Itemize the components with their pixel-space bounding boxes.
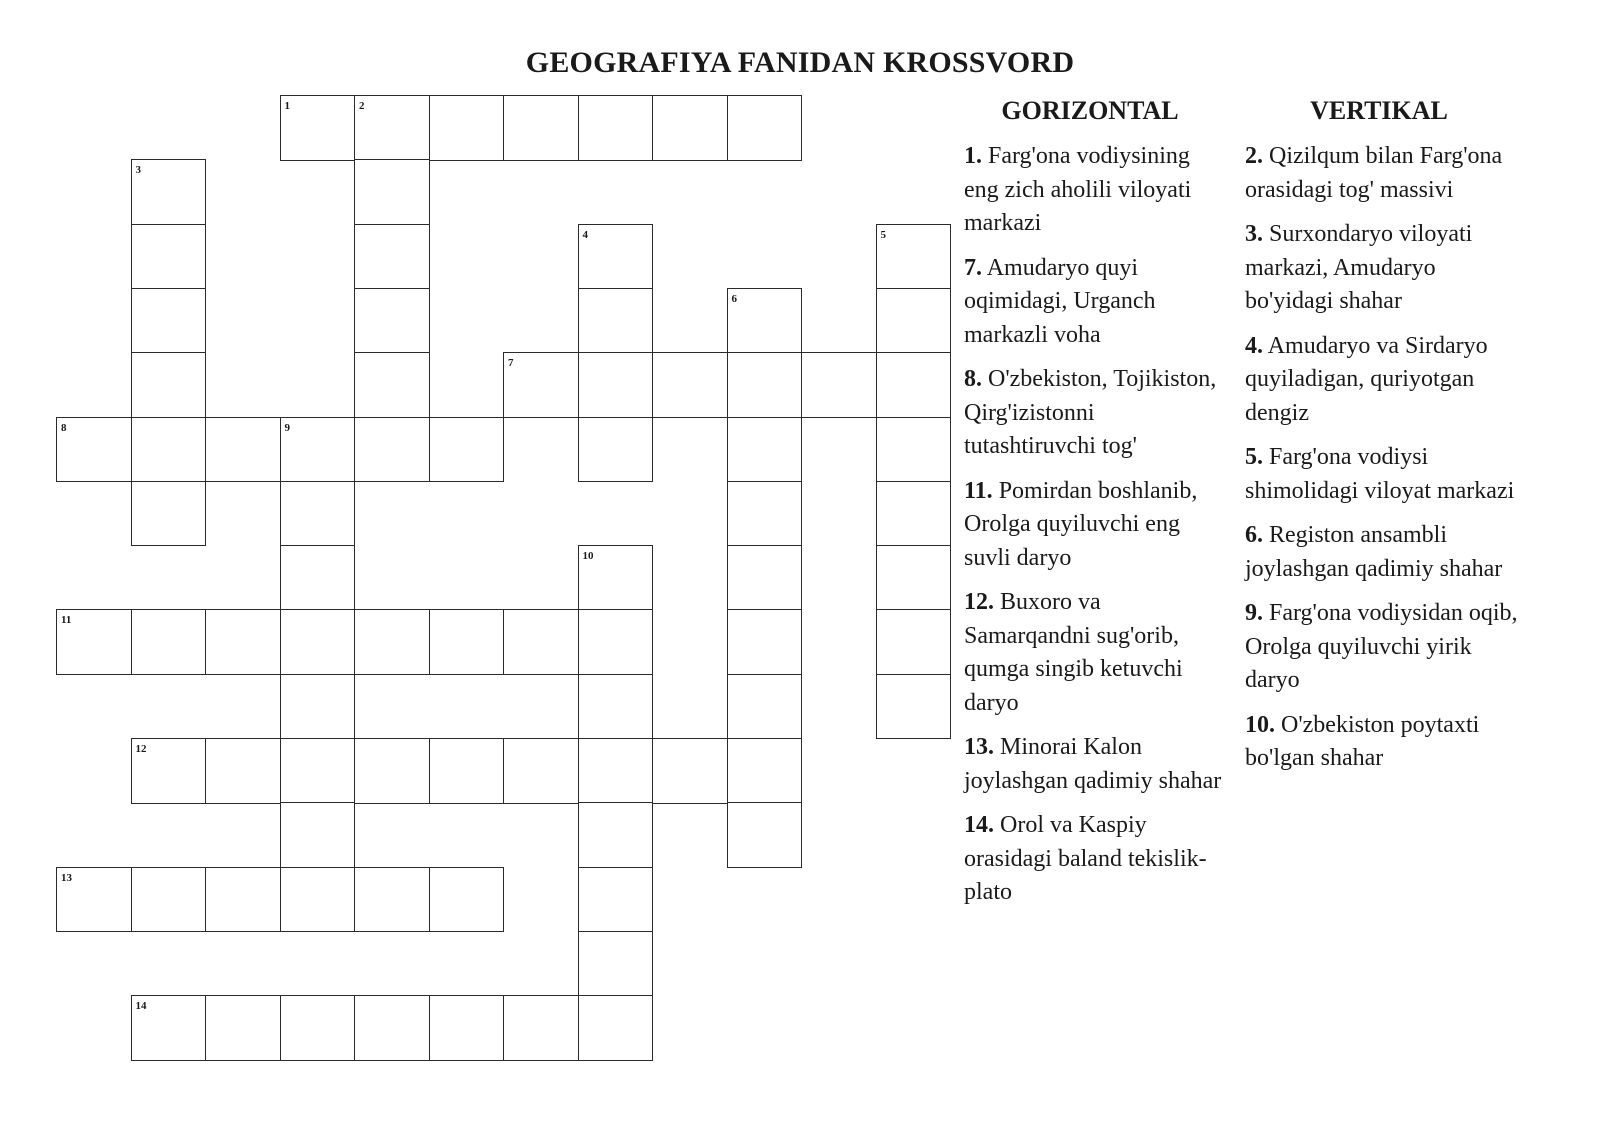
grid-cell[interactable] [131,995,207,1061]
grid-cell[interactable] [354,224,430,290]
grid-cell[interactable] [131,609,207,675]
grid-cell[interactable] [727,95,803,161]
grid-cell[interactable] [429,867,505,933]
clue-number: 12 [135,743,147,755]
grid-cell[interactable] [727,545,803,611]
clue-number: 1 [284,100,290,112]
grid-cell[interactable] [727,481,803,547]
clue-down-3: 3. Surxondaryo viloyati markazi, Amudaryo bo'yidagi shahar [1245,221,1473,314]
clue-across-1: 1. Farg'ona vodiysining eng zich aholili viloyati markazi [964,143,1192,236]
grid-cell[interactable] [578,95,654,161]
clue-down-5: 5. Farg'ona vodiysi shimolidagi viloyat markazi [1245,444,1515,504]
clue-down-9: 9. Farg'ona vodiysidan oqib, Orolga quyiluvchi yirik daryo [1245,600,1518,693]
grid-cell[interactable] [354,288,430,354]
clue-across-13: 13. Minorai Kalon joylashgan qadimiy shahar [964,734,1222,794]
grid-cell[interactable] [503,352,579,418]
grid-cell[interactable] [131,481,207,547]
grid-cell[interactable] [354,95,430,161]
clue-across-14: 14. Orol va Kaspiy orasidagi baland tekislik-plato [964,812,1207,905]
grid-cell[interactable] [578,609,654,675]
grid-cell[interactable] [354,352,430,418]
grid-cell[interactable] [578,674,654,740]
clue-number: 8 [61,421,67,434]
clue-number: 9 [284,421,290,434]
clue-number: 11 [61,614,72,627]
grid-cell[interactable] [652,95,728,161]
clue-number: 5 [880,228,886,241]
clue-number: 3 [135,164,141,177]
clue-across-8: 8. O'zbekiston, Tojikiston, Qirg'izistonni tutashtiruvchi tog' [964,366,1217,459]
grid-cell[interactable] [652,738,728,804]
grid-cell[interactable] [876,417,952,483]
grid-cell[interactable] [727,352,803,418]
grid-cell[interactable] [727,674,803,740]
grid-cell[interactable] [578,417,654,483]
grid-cell[interactable] [280,802,356,868]
grid-cell[interactable] [280,481,356,547]
grid-cell[interactable] [205,867,281,933]
grid-cell[interactable] [876,674,952,740]
grid-cell[interactable] [354,159,430,225]
grid-cell[interactable] [578,802,654,868]
grid-cell[interactable] [131,224,207,290]
grid-cell[interactable] [429,609,505,675]
grid-cell[interactable] [354,995,430,1061]
grid-cell[interactable] [727,609,803,675]
clue-across-7: 7. Amudaryo quyi oqimidagi, Urganch markazli voha [964,254,1156,348]
grid-cell[interactable] [429,95,505,161]
grid-cell[interactable] [205,609,281,675]
grid-cell[interactable] [727,738,803,804]
grid-cell[interactable] [876,224,952,290]
clue-down-4: 4. Amudaryo va Sirdaryo quyiladigan, quriyotgan dengiz [1245,332,1488,426]
clue-down-2: 2. Qizilqum bilan Farg'ona orasidagi tog' massivi [1245,143,1503,203]
clue-number: 4 [582,228,588,241]
grid-cell[interactable] [578,867,654,933]
grid-cell[interactable] [503,95,579,161]
grid-cell[interactable] [280,995,356,1061]
down-clues [1245,140,1525,787]
grid-cell[interactable] [578,288,654,354]
clue-number: 2 [359,100,365,112]
grid-cell[interactable] [727,802,803,868]
grid-cell[interactable] [801,352,877,418]
grid-cell[interactable] [280,867,356,933]
grid-cell[interactable] [56,609,132,675]
grid-cell[interactable] [131,159,207,225]
grid-cell[interactable] [578,224,654,290]
down-heading: VERTIKAL [1310,96,1448,125]
grid-cell[interactable] [354,609,430,675]
grid-cell[interactable] [578,545,654,611]
grid-cell[interactable] [503,738,579,804]
clue-down-6: 6. Registon ansambli joylashgan qadimiy shahar [1245,522,1503,582]
clue-number: 10 [582,550,594,563]
grid-cell[interactable] [280,609,356,675]
clue-number: 14 [135,1000,147,1013]
grid-cell[interactable] [354,867,430,933]
grid-cell[interactable] [280,95,356,161]
clue-across-11: 11. Pomirdan boshlanib, Orolga quyiluvchi eng suvli daryo [964,477,1198,571]
grid-cell[interactable] [727,288,803,354]
grid-cell[interactable] [56,867,132,933]
grid-cell[interactable] [876,288,952,354]
across-clues [964,140,1226,921]
clue-across-12: 12. Buxoro va Samarqandni sug'orib, qumga singib ketuvchi daryo [964,589,1183,716]
grid-cell[interactable] [205,417,281,483]
grid-cell[interactable] [727,417,803,483]
grid-cell[interactable] [56,417,132,483]
clue-number: 6 [731,292,737,305]
grid-cell[interactable] [131,867,207,933]
grid-cell[interactable] [429,417,505,483]
grid-cell[interactable] [578,995,654,1061]
grid-cell[interactable] [205,738,281,804]
clue-number: 13 [61,871,72,884]
grid-cell[interactable] [876,352,952,418]
grid-cell[interactable] [205,995,281,1061]
grid-cell[interactable] [578,931,654,997]
grid-cell[interactable] [131,352,207,418]
grid-cell[interactable] [354,417,430,483]
grid-cell[interactable] [280,545,356,611]
puzzle-title: GEOGRAFIYA FANIDAN KROSSVORD [525,46,1075,79]
grid-cell[interactable] [876,545,952,611]
grid-cell[interactable] [280,674,356,740]
grid-cell[interactable] [578,352,654,418]
grid-cell[interactable] [131,738,207,804]
grid-cell[interactable] [652,352,728,418]
grid-cell[interactable] [503,609,579,675]
grid-cell[interactable] [354,738,430,804]
clue-down-10: 10. O'zbekiston poytaxti bo'lgan shahar [1245,711,1480,771]
grid-cell[interactable] [429,738,505,804]
across-heading: GORIZONTAL [1001,96,1179,125]
grid-cell[interactable] [429,995,505,1061]
grid-cell[interactable] [578,738,654,804]
grid-cell[interactable] [131,417,207,483]
grid-cell[interactable] [503,995,579,1061]
grid-cell[interactable] [131,288,207,354]
grid-cell[interactable] [876,609,952,675]
clue-number: 7 [508,357,514,370]
grid-cell[interactable] [280,738,356,804]
grid-cell[interactable] [280,417,356,483]
grid-cell[interactable] [876,481,952,547]
